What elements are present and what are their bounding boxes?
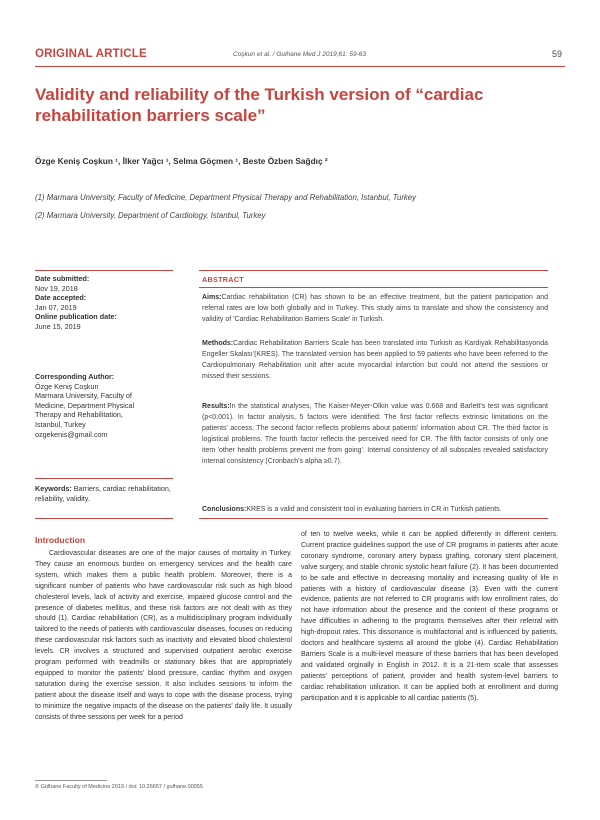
corresponding-email[interactable]: ozgekenis@gmail.com [35, 429, 108, 439]
conclusions-label: Conclusions: [202, 506, 247, 513]
header-divider [35, 66, 565, 67]
sidebar-divider [35, 478, 173, 479]
abstract-conclusions [202, 505, 548, 516]
submitted-label: Date submitted: [35, 274, 90, 283]
aims-label: Aims: [202, 294, 222, 301]
aims-text: Cardiac rehabilitation (CR) has shown to be an effective treatment, but the patient participation and referral rates are low both globally and in Turkey. This study aims to translate and show the consistency and validity of 'Cardiac Rehabilitation Barriers Scale' in Turkish. [202, 294, 548, 323]
sidebar-divider [35, 270, 173, 271]
page-header [35, 44, 565, 64]
corresponding-label: Corresponding Author: [35, 372, 115, 381]
introduction-heading: Introduction [35, 535, 86, 545]
abstract-aims [202, 293, 548, 326]
results-text: In the statistical analyses, The Kaiser-Meyer-Olkin value was 0.668 and Barlett's test was significant (p<0.001). In factor analysis, 5 factors were identified: The first factor reflects extrinsic limitations on the patients' access. The second factor reflects problems about patients' information about CR. The third factor is logistical problems. The fourth factor reflects the perceived need for CR. The fifth factor consists of only one item 'other health problems prevent me from going'. Internal consistency of all subscales revealed satisfactory internal consistency (Cronbach's alpha ≥0.7). [202, 403, 548, 465]
corresponding-line: Medicine, Department Physical [35, 400, 135, 410]
online-value: June 15, 2019 [35, 321, 81, 331]
methods-label: Methods: [202, 340, 234, 347]
footer-divider [35, 780, 107, 781]
affiliation-1: (1) Marmara University, Faculty of Medicine, Department Physical Therapy and Rehabilitation, Istanbul, Turkey [35, 193, 417, 202]
abstract-heading-rule [199, 287, 548, 288]
keywords-label: Keywords: [35, 484, 72, 493]
introduction-right-column: of ten to twelve weeks, while it can be applied differently in different centers. Current practice guidelines support the use of CR programs in patients after acute coronary syndrome, coronary artery bypass grafting, coronary stent placement, valve surgery, and stable chronic systolic heart failure (2). It has been documented to be safe and effective in decreasing mortality and increasing quality of life in patients with a history of cardiovascular disease (3). Even with the current evidence, patients are not referred to CR programs with low enrollment rates, do not have information about the presence and the content of these programs or have difficulties in adhering to the programs themselves after their referral with high-dropout rates. This dissonance is multifactorial and is influenced by patients, doctors and healthcare systems all around the globe (4). Cardiac Rehabilitation Barriers Scale is a multi-level measure of these barriers that has been developed and validated orginally in English in 2012. It is a 21-item scale that assesses patients' perceptions of patient, provider and health system-level barriers to cardiac rehabilitation utilization. It can be applied both at enrollment and during participation and it is applicable to all cardiac patients (5). [301, 531, 558, 702]
submitted-value: Nov 19, 2018 [35, 283, 78, 293]
copyright-footer: © Gülhane Faculty of Medicine 2019 / doi: 10.26657 / gulhane.00055 [35, 784, 203, 790]
abstract-methods [202, 339, 548, 383]
abstract-bottom-rule [199, 518, 548, 519]
affiliation-2: (2) Marmara University, Department of Cardiology, Istanbul, Turkey [35, 211, 266, 220]
accepted-value: Jan 07, 2019 [35, 302, 77, 312]
corresponding-author [35, 372, 173, 439]
results-label: Results: [202, 403, 230, 410]
abstract-top-rule [199, 270, 548, 271]
corresponding-line: Özge Keniş Coşkun [35, 381, 99, 391]
accepted-label: Date accepted: [35, 293, 87, 303]
corresponding-line: Marmara University, Faculty of [35, 391, 132, 401]
page-number: 59 [551, 49, 562, 59]
abstract-results [202, 402, 548, 467]
introduction-left-column: Cardiovascular diseases are one of the major causes of mortality in Turkey. They cause an enormous burden on emergency services and the health care system, which makes them a public health problem. Moreover, there is a significant number of patients who have cardiovascular risk such as high blood cholesterol levels, lack of activity and exercise, impaired glucose control and the presence of diabetes mellitus, and these risk factors are not dealt with as they should (1). Cardiac rehabilitation (CR), as a multidisciplinary program individually tailored to the needs of patients with cardiovascular diseases, focuses on reducing these cardiovascular risk factors such as inactivity and elevated blood cholesterol levels. CR involves a structured and supervised outpatient aerobic exercise program performed with treadmills or stationary bikes that are appropriately equipped to monitor the patients' blood pressure, cardiac rhythm and oxygen saturation during the exercise session. It also includes sessions to inform the patient about the disease itself and ways to cope with the disease process, trying to minimize the negative impacts of the disease on the patients' daily life. It usually consists of three sessions per week for a period [35, 550, 292, 721]
sidebar-divider [35, 518, 173, 519]
author-list: Özge Keniş Coşkun ¹, İlker Yağcı ¹, Selma Göçmen ¹, Beste Özben Sağdıç ² [35, 156, 328, 166]
corresponding-line: Therapy and Rehabilitation, [35, 410, 123, 420]
keywords-value: Barriers, cardiac rehabilitation, reliability, validity. [35, 484, 171, 503]
publication-dates [35, 274, 173, 332]
online-label: Online publication date: [35, 312, 117, 322]
journal-citation: Coşkun et al. / Gulhane Med J 2019;61: 59-63 [233, 51, 366, 58]
methods-text: Cardiac Rehabilitation Barriers Scale has been translated into Turkish as Kardiyak Rehabilitasyonda Engeller Skalası'(KRES). The translated version has been applied to 59 patients who have been referred to the Cardiopulmonary Rehabilitation unit after acute myocardial infarction but could not attend the sessions or missed their sessions. [202, 340, 548, 380]
keywords [35, 484, 173, 503]
abstract-heading: ABSTRACT [202, 275, 244, 284]
corresponding-line: Istanbul, Turkey [35, 419, 86, 429]
section-label: ORIGINAL ARTICLE [35, 48, 147, 60]
conclusions-text: KRES is a valid and consistent tool in evaluating barriers in CR in Turkish patients. [246, 506, 502, 513]
article-title: Validity and reliability of the Turkish version of “cardiac rehabilitation barriers scale” [35, 85, 484, 125]
